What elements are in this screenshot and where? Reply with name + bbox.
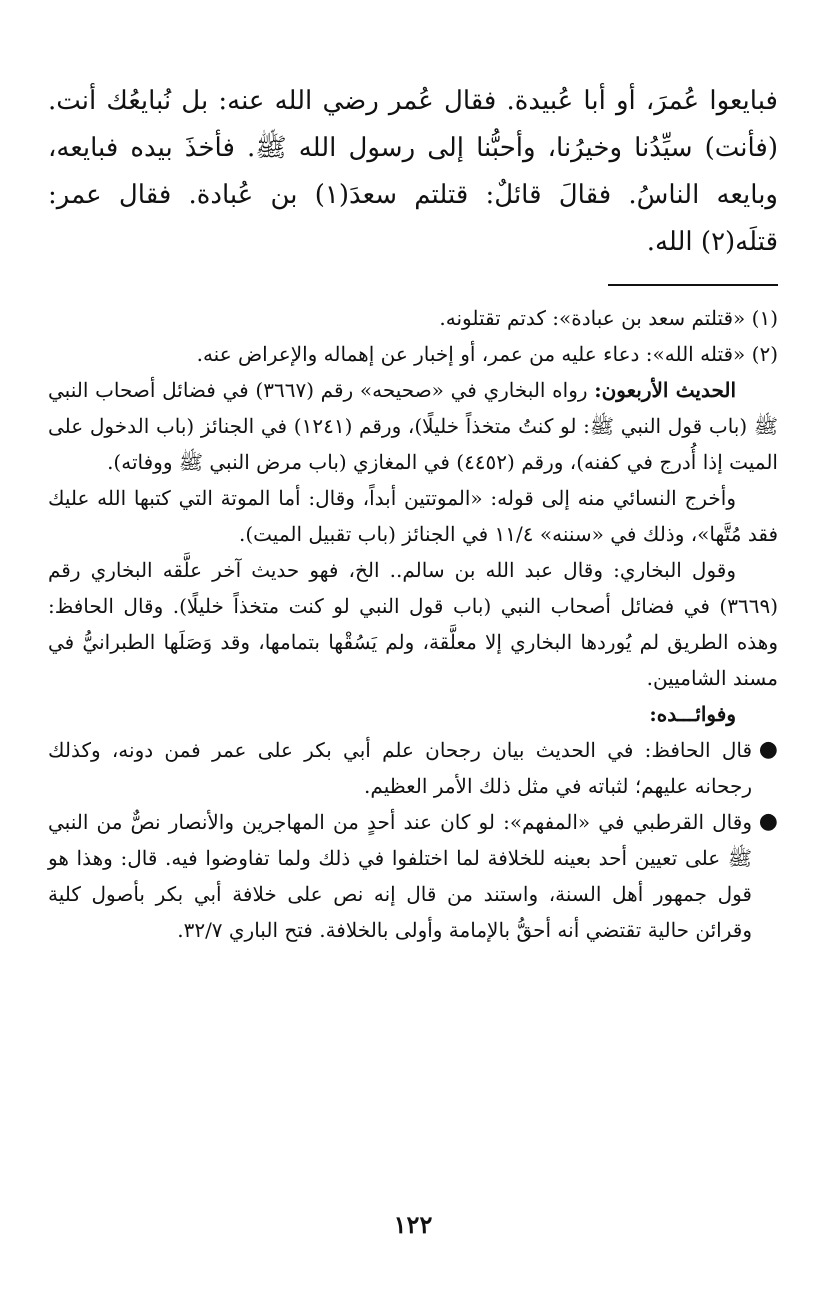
benefit-item	[48, 732, 778, 804]
footnote-divider	[608, 284, 778, 286]
bullet-icon: ●	[758, 809, 778, 834]
nasai-paragraph: وأخرج النسائي منه إلى قوله: «الموتتين أبداً، وقال: أما الموتة التي كتبها الله عليك فقد مُتَّها»، وذلك في «سننه» ١١/٤ في الجنائز (باب تقبيل الميت).	[48, 486, 778, 546]
hadith-source-paragraph	[48, 372, 778, 480]
benefit-item	[48, 804, 778, 948]
bullet-icon: ●	[758, 737, 778, 762]
benefit-text: قال الحافظ: في الحديث بيان رجحان علم أبي بكر على عمر فمن دونه، وكذلك رجحانه عليهم؛ لثباته في مثل ذلك الأمر العظيم.	[48, 738, 752, 798]
bukhari-paragraph: وقول البخاري: وقال عبد الله بن سالم.. الخ، فهو حديث آخر علَّقه البخاري رقم (٣٦٦٩) في فضائل أصحاب النبي (باب قول النبي لو كنت متخذاً خليلًا). وقال الحافظ: وهذه الطريق لم يُوردها البخاري إلا معلَّقة، ولم يَسُقْها بتمامها، وقد وَصَلَها الطبرانيُّ في مسند الشاميين.	[48, 558, 778, 690]
hadith-source-text: رواه البخاري في «صحيحه» رقم (٣٦٦٧) في فضائل أصحاب النبي ﷺ (باب قول النبي ﷺ: لو كنتُ متخذاً خليلًا)، ورقم (١٢٤١) في الجنائز (باب الدخول على الميت إذا أُدرج في كفنه)، ورقم (٤٤٥٢) في المغازي (باب مرض النبي ﷺ ووفاته).	[48, 378, 778, 474]
footnote-1: (١) «قتلتم سعد بن عبادة»: كدتم تقتلونه.	[439, 306, 778, 330]
benefits-heading: وفوائـــده:	[649, 702, 736, 726]
hadith-label: الحديث الأربعون:	[594, 378, 737, 402]
page-content	[48, 78, 778, 948]
footnote-2: (٢) «قتله الله»: دعاء عليه من عمر، أو إخبار عن إهماله والإعراض عنه.	[196, 342, 778, 366]
main-hadith-text: فبايعوا عُمرَ، أو أبا عُبيدة. فقال عُمر رضي الله عنه: بل نُبايعُك أنت. (فأنت) سيِّدُنا وخيرُنا، وأحبُّنا إلى رسول الله ﷺ. فأخذَ بيده فبايعه، وبايعه الناسُ. فقالَ قائلٌ: قتلتم سعدَ(١) بن عُبادة. فقال عمر: قتلَه(٢) الله.	[48, 86, 778, 257]
benefit-text: وقال القرطبي في «المفهم»: لو كان عند أحدٍ من المهاجرين والأنصار نصٌّ من النبي ﷺ على تعيين أحد بعينه للخلافة لما اختلفوا في ذلك ولما تفاوضوا فيه. قال: وهذا هو قول جمهور أهل السنة، واستند من قال إنه نص على خلافة أبي بكر بأصول كلية وقرائن حالية تقتضي أنه أحقُّ بالإمامة وأولى بالخلافة. فتح الباري ٣٢/٧.	[48, 810, 752, 942]
notes-section	[48, 300, 778, 948]
page-number: ١٢٢	[393, 1210, 433, 1239]
